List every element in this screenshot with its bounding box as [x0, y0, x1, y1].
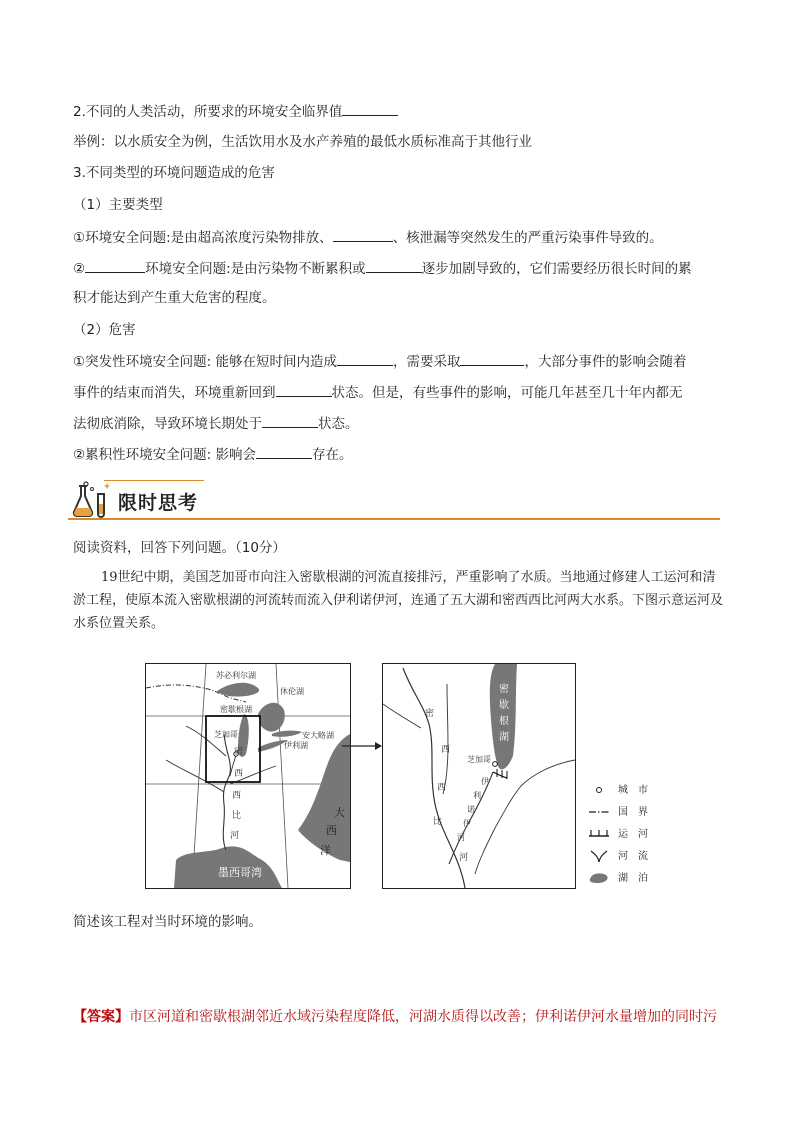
section-title: 限时思考 — [118, 492, 199, 514]
line-8 — [73, 320, 136, 340]
line-5-text-b: 、核泄漏等突然发生的严重污染事件导致的。 — [392, 230, 663, 246]
legend-item-border — [584, 802, 654, 822]
question-ask: 简述该工程对当时环境的影响。 — [73, 914, 262, 930]
label-rmiss-4: 河 — [459, 853, 469, 863]
label-illinois-2: 诺 — [467, 805, 475, 814]
legend-label: 运 河 — [618, 829, 648, 840]
label-rmiss-1: 西 — [441, 745, 451, 755]
label-miss-4: 河 — [230, 831, 240, 841]
line-10-text-b: 状态。但是，有些事件的影响，可能几年甚至几十年内都无 — [331, 385, 683, 401]
answer-blank[interactable] — [366, 258, 422, 273]
border-icon — [588, 805, 610, 819]
answer-blank[interactable] — [262, 413, 318, 428]
map-right — [382, 663, 576, 889]
label-rmiss-2: 西 — [437, 783, 447, 793]
label-rmiss-3: 比 — [433, 817, 443, 827]
line-9-text-a: ①突发性环境安全问题: 能够在短时间内造成 — [73, 354, 337, 370]
legend-label: 城 市 — [618, 785, 648, 796]
map-right-svg — [383, 664, 575, 888]
label-ontario: 安大略湖 — [302, 731, 334, 740]
line-3 — [73, 163, 275, 183]
legend-item-canal — [584, 824, 654, 844]
label-lake-2: 根 — [499, 716, 509, 727]
label-illinois-0: 伊 — [481, 777, 489, 786]
legend-label: 湖 泊 — [618, 873, 648, 884]
line-11 — [73, 413, 359, 434]
line-6-text-b: 环境安全问题:是由污染物不断累积或 — [145, 261, 366, 277]
line-2-text: 举例：以水质安全为例，生活饮用水及水产养殖的最低水质标准高于其他行业 — [73, 134, 532, 150]
answer-blank[interactable] — [460, 351, 524, 366]
lake-icon — [588, 871, 610, 885]
answer-tag: 【答案】 — [73, 1009, 129, 1025]
canal-icon — [588, 827, 610, 841]
answer-blank[interactable] — [337, 351, 393, 366]
legend-label: 河 流 — [618, 851, 648, 862]
label-lake-1: 歇 — [499, 700, 509, 711]
label-atlantic-0: 大 — [334, 806, 345, 819]
answer-blank[interactable] — [342, 101, 398, 116]
label-atlantic-1: 西 — [326, 824, 337, 837]
line-8-text: （2）危害 — [73, 322, 136, 338]
line-1 — [73, 101, 398, 122]
label-miss-0: 密 — [234, 747, 244, 757]
label-miss-3: 比 — [232, 811, 242, 821]
legend-item-river — [584, 846, 654, 866]
answer-blank[interactable] — [276, 382, 332, 397]
line-6-text-a: ② — [73, 261, 86, 277]
header-top-rule — [104, 480, 204, 481]
label-huron: 休伦湖 — [280, 687, 304, 696]
label-lake-3: 湖 — [499, 732, 509, 743]
label-lake-0: 密 — [499, 684, 509, 695]
answer-blank[interactable] — [256, 444, 312, 459]
label-chicago: 芝加哥 — [214, 730, 238, 739]
label-illinois-1: 利 — [473, 791, 481, 800]
line-1-text: 2.不同的人类活动，所要求的环境安全临界值 — [73, 104, 343, 120]
line-7 — [73, 288, 276, 308]
label-illinois-3: 伊 — [463, 819, 471, 828]
label-miss-1: 西 — [234, 769, 244, 779]
line-12-text-a: ②累积性环境安全问题: 影响会 — [73, 447, 256, 463]
label-atlantic-2: 洋 — [320, 844, 331, 857]
label-miss-2: 西 — [232, 791, 242, 801]
line-6-text-c: 逐步加剧导致的，它们需要经历很长时间的累 — [421, 261, 692, 277]
answer-text: 市区河道和密歇根湖邻近水域污染程度降低，河湖水质得以改善；伊利诺伊河水量增加的同时污 — [129, 1009, 717, 1025]
map-left — [145, 663, 351, 889]
line-10 — [73, 382, 683, 403]
legend — [584, 780, 654, 890]
section-header — [68, 478, 720, 522]
answer-blank[interactable] — [85, 258, 145, 273]
line-5 — [73, 227, 663, 248]
line-3-text: 3.不同类型的环境问题造成的危害 — [73, 165, 275, 181]
label-michigan: 密歇根湖 — [220, 705, 252, 714]
label-chicago-right: 芝加哥 — [467, 755, 491, 764]
line-9-text-c: ，大部分事件的影响会随着 — [524, 354, 687, 370]
line-11-text-a: 法彻底消除，导致环境长期处于 — [73, 416, 262, 432]
line-6 — [73, 258, 692, 279]
label-superior: 苏必利尔湖 — [216, 671, 256, 680]
label-illinois-4: 河 — [457, 833, 465, 842]
city-icon — [588, 783, 610, 797]
legend-item-lake — [584, 868, 654, 888]
line-12 — [73, 444, 352, 465]
line-5-text-a: ①环境安全问题:是由超高浓度污染物排放、 — [73, 230, 333, 246]
map-left-svg — [146, 664, 350, 888]
line-11-text-b: 状态。 — [318, 416, 359, 432]
line-9-text-b: ，需要采取 — [392, 354, 461, 370]
line-10-text-a: 事件的结束而消失，环境重新回到 — [73, 385, 276, 401]
line-2 — [73, 132, 532, 152]
question-passage: 19世纪中期，美国芝加哥市向注入密歇根湖的河流直接排污，严重影响了水质。当地通过修建人工运河和清淤工程，使原本流入密歇根湖的河流转而流入伊利诺伊河，连通了五大湖和密西西比河两大水系。下图示意运河及水系位置关系。 — [73, 570, 724, 631]
legend-label: 国 界 — [618, 807, 648, 818]
legend-item-city — [584, 780, 654, 800]
line-4-text: （1）主要类型 — [73, 197, 163, 213]
answer — [73, 1006, 717, 1028]
line-12-text-b: 存在。 — [311, 447, 353, 463]
answer-blank[interactable] — [333, 227, 393, 242]
arrow-icon — [342, 740, 382, 752]
question-prompt: 阅读资料，回答下列问题。（10分） — [73, 540, 286, 556]
label-gulf: 墨西哥湾 — [218, 866, 262, 879]
line-9 — [73, 351, 686, 372]
label-erie: 伊利湖 — [284, 741, 308, 750]
flask-icon — [70, 480, 112, 520]
river-icon — [588, 849, 610, 863]
header-rule — [68, 518, 720, 520]
line-7-text: 积才能达到产生重大危害的程度。 — [73, 290, 276, 306]
line-4 — [73, 195, 163, 215]
label-rmiss-0: 密 — [425, 709, 435, 719]
